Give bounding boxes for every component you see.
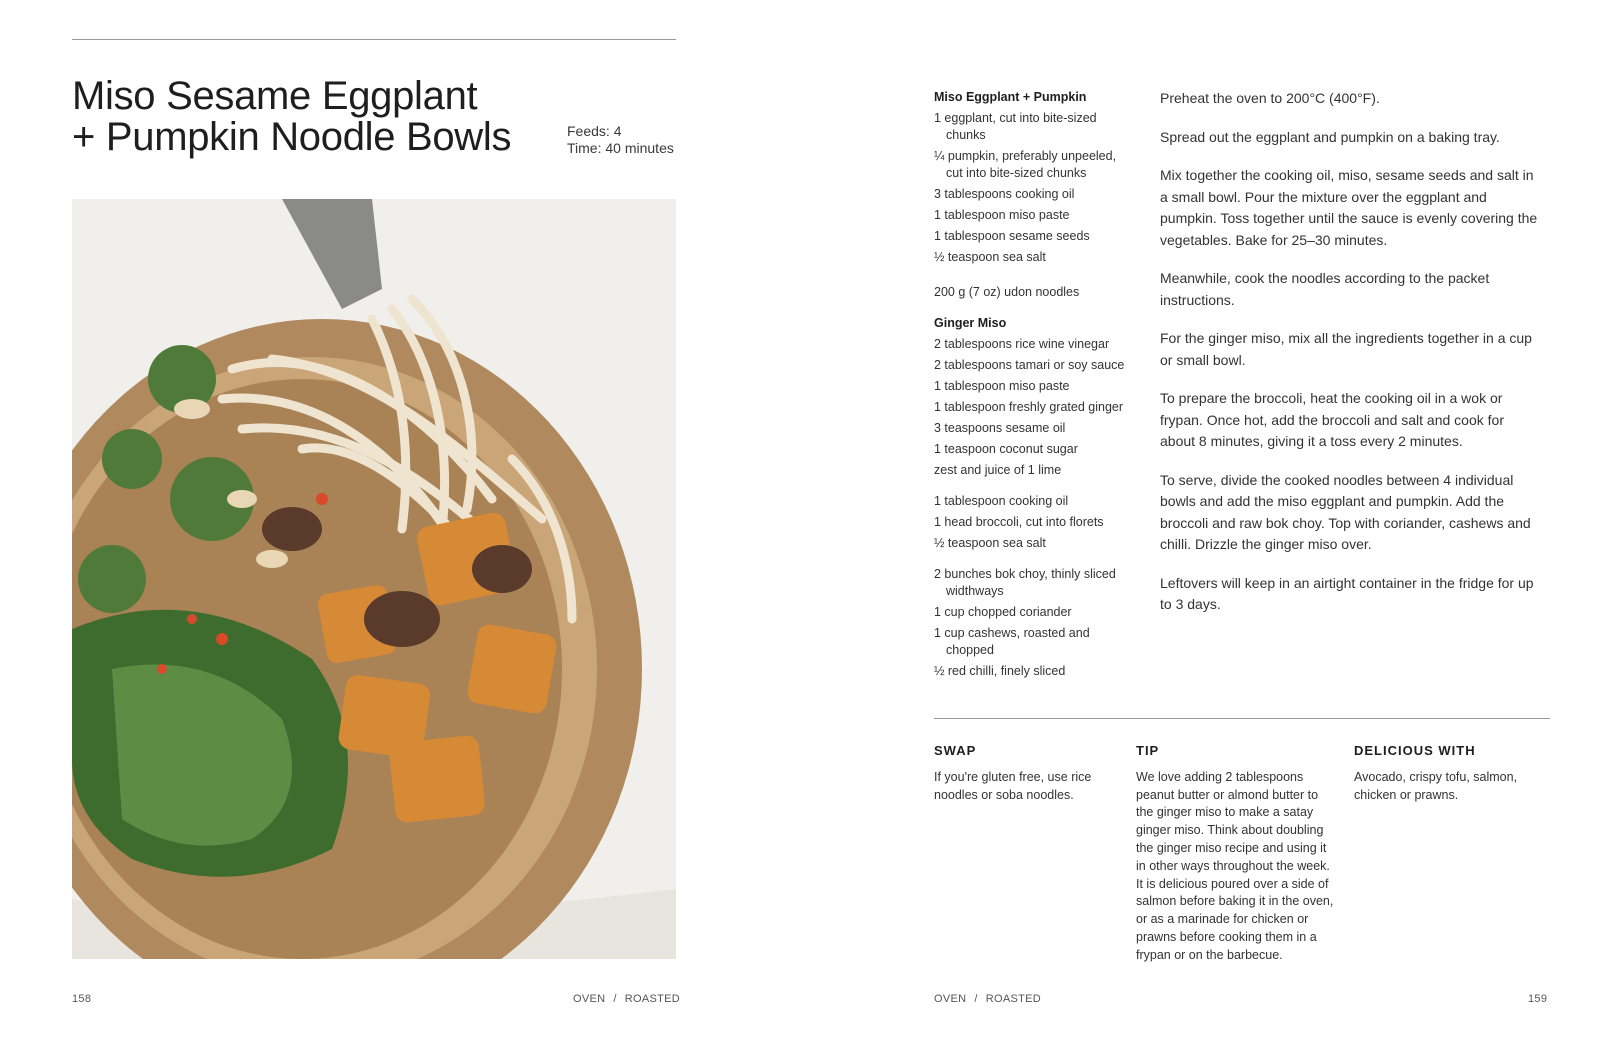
swap-box: [934, 742, 1104, 804]
tip-text: We love adding 2 tablespoons peanut butter or almond butter to the ginger miso to make a satay ginger miso. Think about doubling the ginger miso recipe and using it in other ways throughout the week. It is delicious poured over a side of salmon before baking it in the oven, or as a marinade for chicken or prawns before cooking them in a frypan or on the barbecue.: [1136, 769, 1334, 962]
page-number-right: 159: [1528, 993, 1548, 1005]
ingredient-item: 2 tablespoons tamari or soy sauce: [934, 358, 1125, 372]
ingredient-item: zest and juice of 1 lime: [934, 463, 1062, 477]
section-separator: /: [974, 993, 978, 1005]
ingredient-item: 1 tablespoon miso paste: [934, 208, 1070, 222]
recipe-meta: [567, 123, 674, 157]
ingredient-item: ½ red chilli, finely sliced: [934, 664, 1066, 678]
right-page: [800, 0, 1600, 1040]
section-roasted: ROASTED: [624, 993, 681, 1005]
ingredient-item: 1 cup chopped coriander: [934, 605, 1072, 619]
method-step: For the ginger miso, mix all the ingredients together in a cup or small bowl.: [1160, 330, 1532, 368]
ingredients-column: [934, 89, 1134, 684]
ingredient-item: 3 tablespoons cooking oil: [934, 187, 1075, 201]
method-step: Meanwhile, cook the noodles according to the packet instructions.: [1160, 270, 1490, 308]
ingredients-heading-eggplant: Miso Eggplant + Pumpkin: [934, 90, 1087, 104]
tip-heading: TIP: [1136, 743, 1160, 758]
method-step: To prepare the broccoli, heat the cooking oil in a wok or frypan. Once hot, add the broccoli and salt and cook for about 8 minutes, giving it a toss every 2 minutes.: [1160, 390, 1504, 449]
ingredient-item: 1 tablespoon sesame seeds: [934, 229, 1090, 243]
ingredient-item: 3 teaspoons sesame oil: [934, 421, 1066, 435]
ingredient-item: 1 tablespoon miso paste: [934, 379, 1070, 393]
section-separator: /: [613, 993, 617, 1005]
section-label-right: [934, 993, 1041, 1005]
ingredient-item: 1 eggplant, cut into bite-sized chunks: [934, 111, 1097, 142]
delicious-with-heading: DELICIOUS WITH: [1354, 743, 1476, 758]
ingredient-item: 1 tablespoon cooking oil: [934, 494, 1069, 508]
tip-box: [1136, 742, 1338, 965]
ingredient-item: ¼ pumpkin, preferably unpeeled, cut into bite-sized chunks: [934, 149, 1117, 180]
section-label-left: [573, 993, 680, 1005]
swap-text: If you're gluten free, use rice noodles or soba noodles.: [934, 769, 1092, 802]
swap-heading: SWAP: [934, 743, 977, 758]
ingredient-item: 1 head broccoli, cut into florets: [934, 515, 1104, 529]
section-oven: OVEN: [934, 993, 967, 1005]
recipe-title: [72, 76, 511, 158]
section-divider: [934, 718, 1550, 719]
time-text: Time: 40 minutes: [567, 140, 674, 156]
title-line-1: Miso Sesame Eggplant: [72, 74, 478, 118]
ingredients-heading-ginger-miso: Ginger Miso: [934, 316, 1007, 330]
ingredient-item: ½ teaspoon sea salt: [934, 536, 1046, 550]
method-step: Mix together the cooking oil, miso, sesame seeds and salt in a small bowl. Pour the mixture over the eggplant and pumpkin. Toss together until the sauce is evenly covering the vegetables. Bake for 25–30 minutes.: [1160, 167, 1538, 248]
page-number-left: 158: [72, 993, 92, 1005]
ingredient-item: 1 tablespoon freshly grated ginger: [934, 400, 1124, 414]
ingredient-item: ½ teaspoon sea salt: [934, 250, 1046, 264]
section-roasted: ROASTED: [985, 993, 1042, 1005]
method-step: To serve, divide the cooked noodles between 4 individual bowls and add the miso eggplant and pumpkin. Add the broccoli and raw bok choy. Top with coriander, cashews and chilli. Drizzle the ginger miso over.: [1160, 471, 1531, 552]
method-step: Spread out the eggplant and pumpkin on a baking tray.: [1160, 128, 1500, 145]
noodle-bowl-illustration: [72, 199, 676, 959]
ingredient-item: 1 cup cashews, roasted and chopped: [934, 626, 1090, 657]
top-rule: [72, 39, 676, 40]
title-line-2: + Pumpkin Noodle Bowls: [72, 115, 512, 159]
ingredient-item: 1 teaspoon coconut sugar: [934, 442, 1078, 456]
feeds-text: Feeds: 4: [567, 123, 622, 139]
section-oven: OVEN: [573, 993, 606, 1005]
ingredient-item: 2 tablespoons rice wine vinegar: [934, 337, 1110, 351]
method-column: [1160, 88, 1540, 633]
ingredient-item: 2 bunches bok choy, thinly sliced widthways: [934, 567, 1116, 598]
method-step: Preheat the oven to 200°C (400°F).: [1160, 90, 1380, 106]
ingredient-item-noodles: 200 g (7 oz) udon noodles: [934, 285, 1080, 299]
delicious-with-box: [1354, 742, 1534, 804]
recipe-photo: [72, 199, 676, 959]
delicious-with-text: Avocado, crispy tofu, salmon, chicken or prawns.: [1354, 769, 1518, 802]
method-step: Leftovers will keep in an airtight container in the fridge for up to 3 days.: [1160, 574, 1534, 612]
